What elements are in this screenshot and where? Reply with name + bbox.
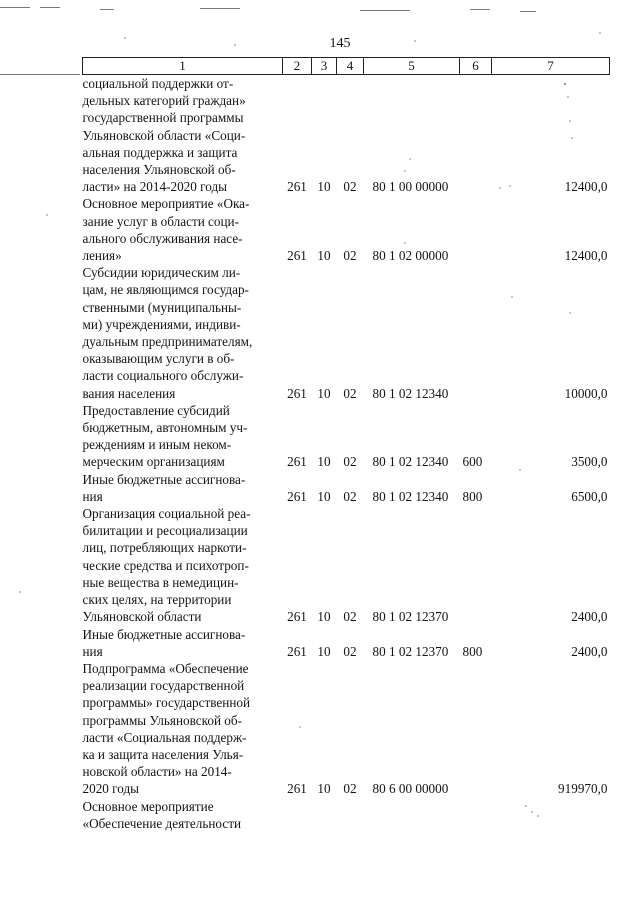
description-line: цам, не являющимся государ- — [82, 282, 249, 298]
target-article-code: 80 6 00 00000 — [372, 781, 449, 797]
description-line: Организация социальной реа- — [82, 506, 251, 522]
description-line: бюджетным, автономным уч- — [82, 420, 248, 436]
expense-type-code: 800 — [462, 488, 483, 504]
amount: 12400,0 — [564, 179, 608, 195]
amount — [492, 798, 610, 832]
table-row — [83, 505, 610, 625]
column-header-7: 7 — [492, 58, 610, 75]
expense-type-code — [460, 75, 492, 196]
column-header-2: 2 — [283, 58, 312, 75]
section-code: 10 — [317, 454, 331, 470]
description-line: Подпрограмма «Обеспечение — [82, 660, 249, 676]
description-line: ния — [82, 643, 103, 659]
target-article-code: 80 1 02 12370 — [372, 609, 449, 625]
amount: 3500,0 — [571, 454, 608, 470]
amount: 2400,0 — [571, 609, 608, 625]
section-code: 10 — [317, 643, 331, 659]
description-line: ные вещества в немедицин- — [82, 574, 239, 590]
description-line: «Обеспечение деятельности — [82, 815, 242, 831]
admin-code — [283, 798, 312, 832]
description-line: Ульяновской области — [82, 609, 202, 625]
admin-code: 261 — [287, 179, 307, 195]
description-line: ального обслуживания насе- — [82, 230, 243, 246]
column-header-3: 3 — [312, 58, 337, 75]
description-line: билитации и ресоциализации — [82, 523, 248, 539]
table-row — [83, 626, 610, 660]
amount: 12400,0 — [564, 248, 608, 264]
description-line: Субсидии юридическим ли- — [82, 265, 241, 281]
description-line: социальной поддержки от- — [82, 76, 234, 91]
subsection-code: 02 — [343, 781, 357, 797]
target-article-code: 80 1 02 12370 — [372, 643, 449, 659]
amount: 2400,0 — [571, 643, 608, 659]
expense-type-code: 600 — [462, 454, 483, 470]
description-line: ласти «Социальная поддерж- — [82, 729, 247, 745]
description-line: Основное мероприятие — [82, 798, 214, 814]
amount: 10000,0 — [564, 385, 608, 401]
row-description — [83, 75, 283, 196]
table-row — [83, 660, 610, 798]
column-header-5: 5 — [364, 58, 460, 75]
table-row — [83, 402, 610, 471]
description-line: реализации государственной — [82, 678, 245, 694]
description-line: дельных категорий граждан» — [82, 93, 246, 109]
description-line: мерческим организациям — [82, 454, 225, 470]
table-row — [83, 471, 610, 505]
subsection-code: 02 — [343, 488, 357, 504]
subsection-code: 02 — [343, 179, 357, 195]
column-header-1: 1 — [83, 58, 283, 75]
description-line: ния — [82, 488, 103, 504]
subsection-code: 02 — [343, 385, 357, 401]
column-number-header-row — [83, 58, 610, 75]
subsection-code: 02 — [343, 454, 357, 470]
description-line: новской области» на 2014- — [82, 764, 232, 780]
target-article-code — [364, 798, 460, 832]
row-description — [83, 798, 283, 832]
target-article-code: 80 1 02 12340 — [372, 488, 449, 504]
description-line: программы Ульяновской об- — [82, 712, 242, 728]
target-article-code: 80 1 02 00000 — [372, 248, 449, 264]
section-code: 10 — [317, 179, 331, 195]
description-line: ласти» на 2014-2020 годы — [82, 179, 228, 195]
row-description — [83, 195, 283, 264]
section-code: 10 — [317, 488, 331, 504]
row-description — [83, 264, 283, 402]
target-article-code: 80 1 02 12340 — [372, 385, 449, 401]
description-line: ления» — [82, 248, 122, 264]
subsection-code: 02 — [343, 248, 357, 264]
target-article-code: 80 1 00 00000 — [372, 179, 449, 195]
row-description — [83, 402, 283, 471]
table-row — [83, 195, 610, 264]
description-line: ми) учреждениями, индиви- — [82, 316, 241, 332]
expense-type-code — [460, 264, 492, 402]
section-code: 10 — [317, 248, 331, 264]
expense-type-code — [460, 505, 492, 625]
subsection-code — [337, 798, 364, 832]
description-line: Основное мероприятие «Ока- — [82, 196, 250, 212]
description-line: зание услуг в области соци- — [82, 213, 240, 229]
description-line: лиц, потребляющих наркоти- — [82, 540, 247, 556]
admin-code: 261 — [287, 609, 307, 625]
description-line: вания населения — [82, 385, 176, 401]
description-line: ственными (муниципальны- — [82, 299, 242, 315]
description-line: Иные бюджетные ассигнова- — [82, 471, 246, 487]
expense-type-code: 800 — [462, 643, 483, 659]
section-code — [312, 798, 337, 832]
description-line: ских целях, на территории — [82, 592, 232, 608]
description-line: ласти социального обслужи- — [82, 368, 244, 384]
admin-code: 261 — [287, 385, 307, 401]
subsection-code: 02 — [343, 609, 357, 625]
amount: 919970,0 — [558, 781, 608, 797]
table-row — [83, 75, 610, 196]
admin-code: 261 — [287, 454, 307, 470]
description-line: 2020 годы — [82, 781, 140, 797]
description-line: ческие средства и психотроп- — [82, 557, 249, 573]
admin-code: 261 — [287, 643, 307, 659]
description-line: программы» государственной — [82, 695, 251, 711]
row-description — [83, 505, 283, 625]
description-line: Иные бюджетные ассигнова- — [82, 626, 246, 642]
description-line: реждениям и иным неком- — [82, 437, 232, 453]
subsection-code: 02 — [343, 643, 357, 659]
table-row — [83, 798, 610, 832]
target-article-code: 80 1 02 12340 — [372, 454, 449, 470]
expense-type-code — [460, 660, 492, 798]
column-header-6: 6 — [460, 58, 492, 75]
description-line: государственной программы — [82, 110, 244, 126]
row-description — [83, 471, 283, 505]
row-description — [83, 626, 283, 660]
description-line: населения Ульяновской об- — [82, 162, 236, 178]
section-code: 10 — [317, 781, 331, 797]
expense-type-code — [460, 798, 492, 832]
amount: 6500,0 — [571, 488, 608, 504]
description-line: оказывающим услуги в об- — [82, 351, 235, 367]
admin-code: 261 — [287, 248, 307, 264]
expense-type-code — [460, 195, 492, 264]
row-description — [83, 660, 283, 798]
admin-code: 261 — [287, 781, 307, 797]
budget-table — [82, 57, 610, 832]
page-number: 145 — [329, 36, 351, 51]
section-code: 10 — [317, 609, 331, 625]
description-line: альная поддержка и защита — [82, 144, 238, 160]
admin-code: 261 — [287, 488, 307, 504]
description-line: ка и защита населения Улья- — [82, 746, 244, 762]
description-line: дуальным предпринимателям, — [82, 334, 253, 350]
table-row — [83, 264, 610, 402]
section-code: 10 — [317, 385, 331, 401]
description-line: Ульяновской области «Соци- — [82, 127, 246, 143]
column-header-4: 4 — [337, 58, 364, 75]
description-line: Предоставление субсидий — [82, 402, 230, 418]
